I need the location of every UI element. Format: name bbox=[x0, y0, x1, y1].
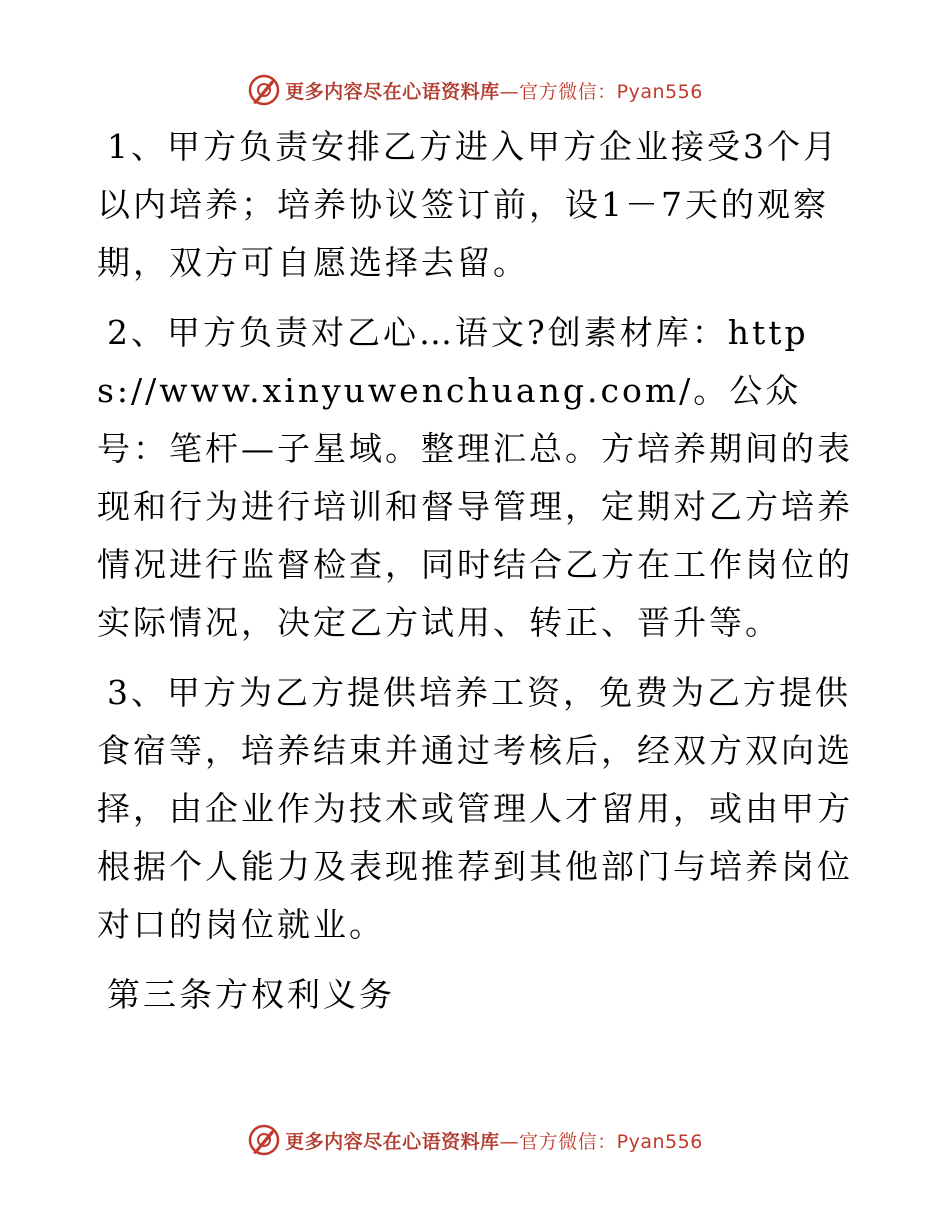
banner-text bbox=[285, 1127, 703, 1154]
banner-dash: — bbox=[499, 80, 520, 103]
footer-banner bbox=[0, 1120, 950, 1160]
document-body bbox=[97, 118, 857, 1024]
banner-dash: — bbox=[499, 1130, 520, 1153]
quill-circle-icon bbox=[247, 1123, 281, 1157]
banner-wechat: 官方微信：Pyan556 bbox=[519, 80, 703, 103]
header-banner bbox=[0, 70, 950, 110]
paragraph-3: 3、甲方为乙方提供培养工资，免费为乙方提供食宿等，培养结束并通过考核后，经双方双向选择，由企业作为技术或管理人才留用，或由甲方根据个人能力及表现推荐到其他部门与培养岗位对口的岗位就业。 bbox=[97, 673, 853, 944]
banner-lead: 更多内容尽在心语资料库 bbox=[285, 1130, 500, 1153]
paragraph-1: 1、甲方负责安排乙方进入甲方企业接受3个月以内培养；培养协议签订前，设1－7天的观察期，双方可自愿选择去留。 bbox=[97, 127, 839, 282]
banner-wechat: 官方微信：Pyan556 bbox=[519, 1130, 703, 1153]
banner-text bbox=[285, 77, 703, 104]
banner-lead: 更多内容尽在心语资料库 bbox=[285, 80, 500, 103]
section-heading: 第三条方权利义务 bbox=[107, 975, 395, 1014]
paragraph-2: 2、甲方负责对乙心…语文?创素材库：https://www.xinyuwenchuang.com/。公众号：笔杆—子星域。整理汇总。方培养期间的表现和行为进行培训和督导管理，定期对乙方培养情况进行监督检查，同时结合乙方在工作岗位的实际情况，决定乙方试用、转正、晋升等。 bbox=[97, 313, 853, 642]
quill-circle-icon bbox=[247, 73, 281, 107]
